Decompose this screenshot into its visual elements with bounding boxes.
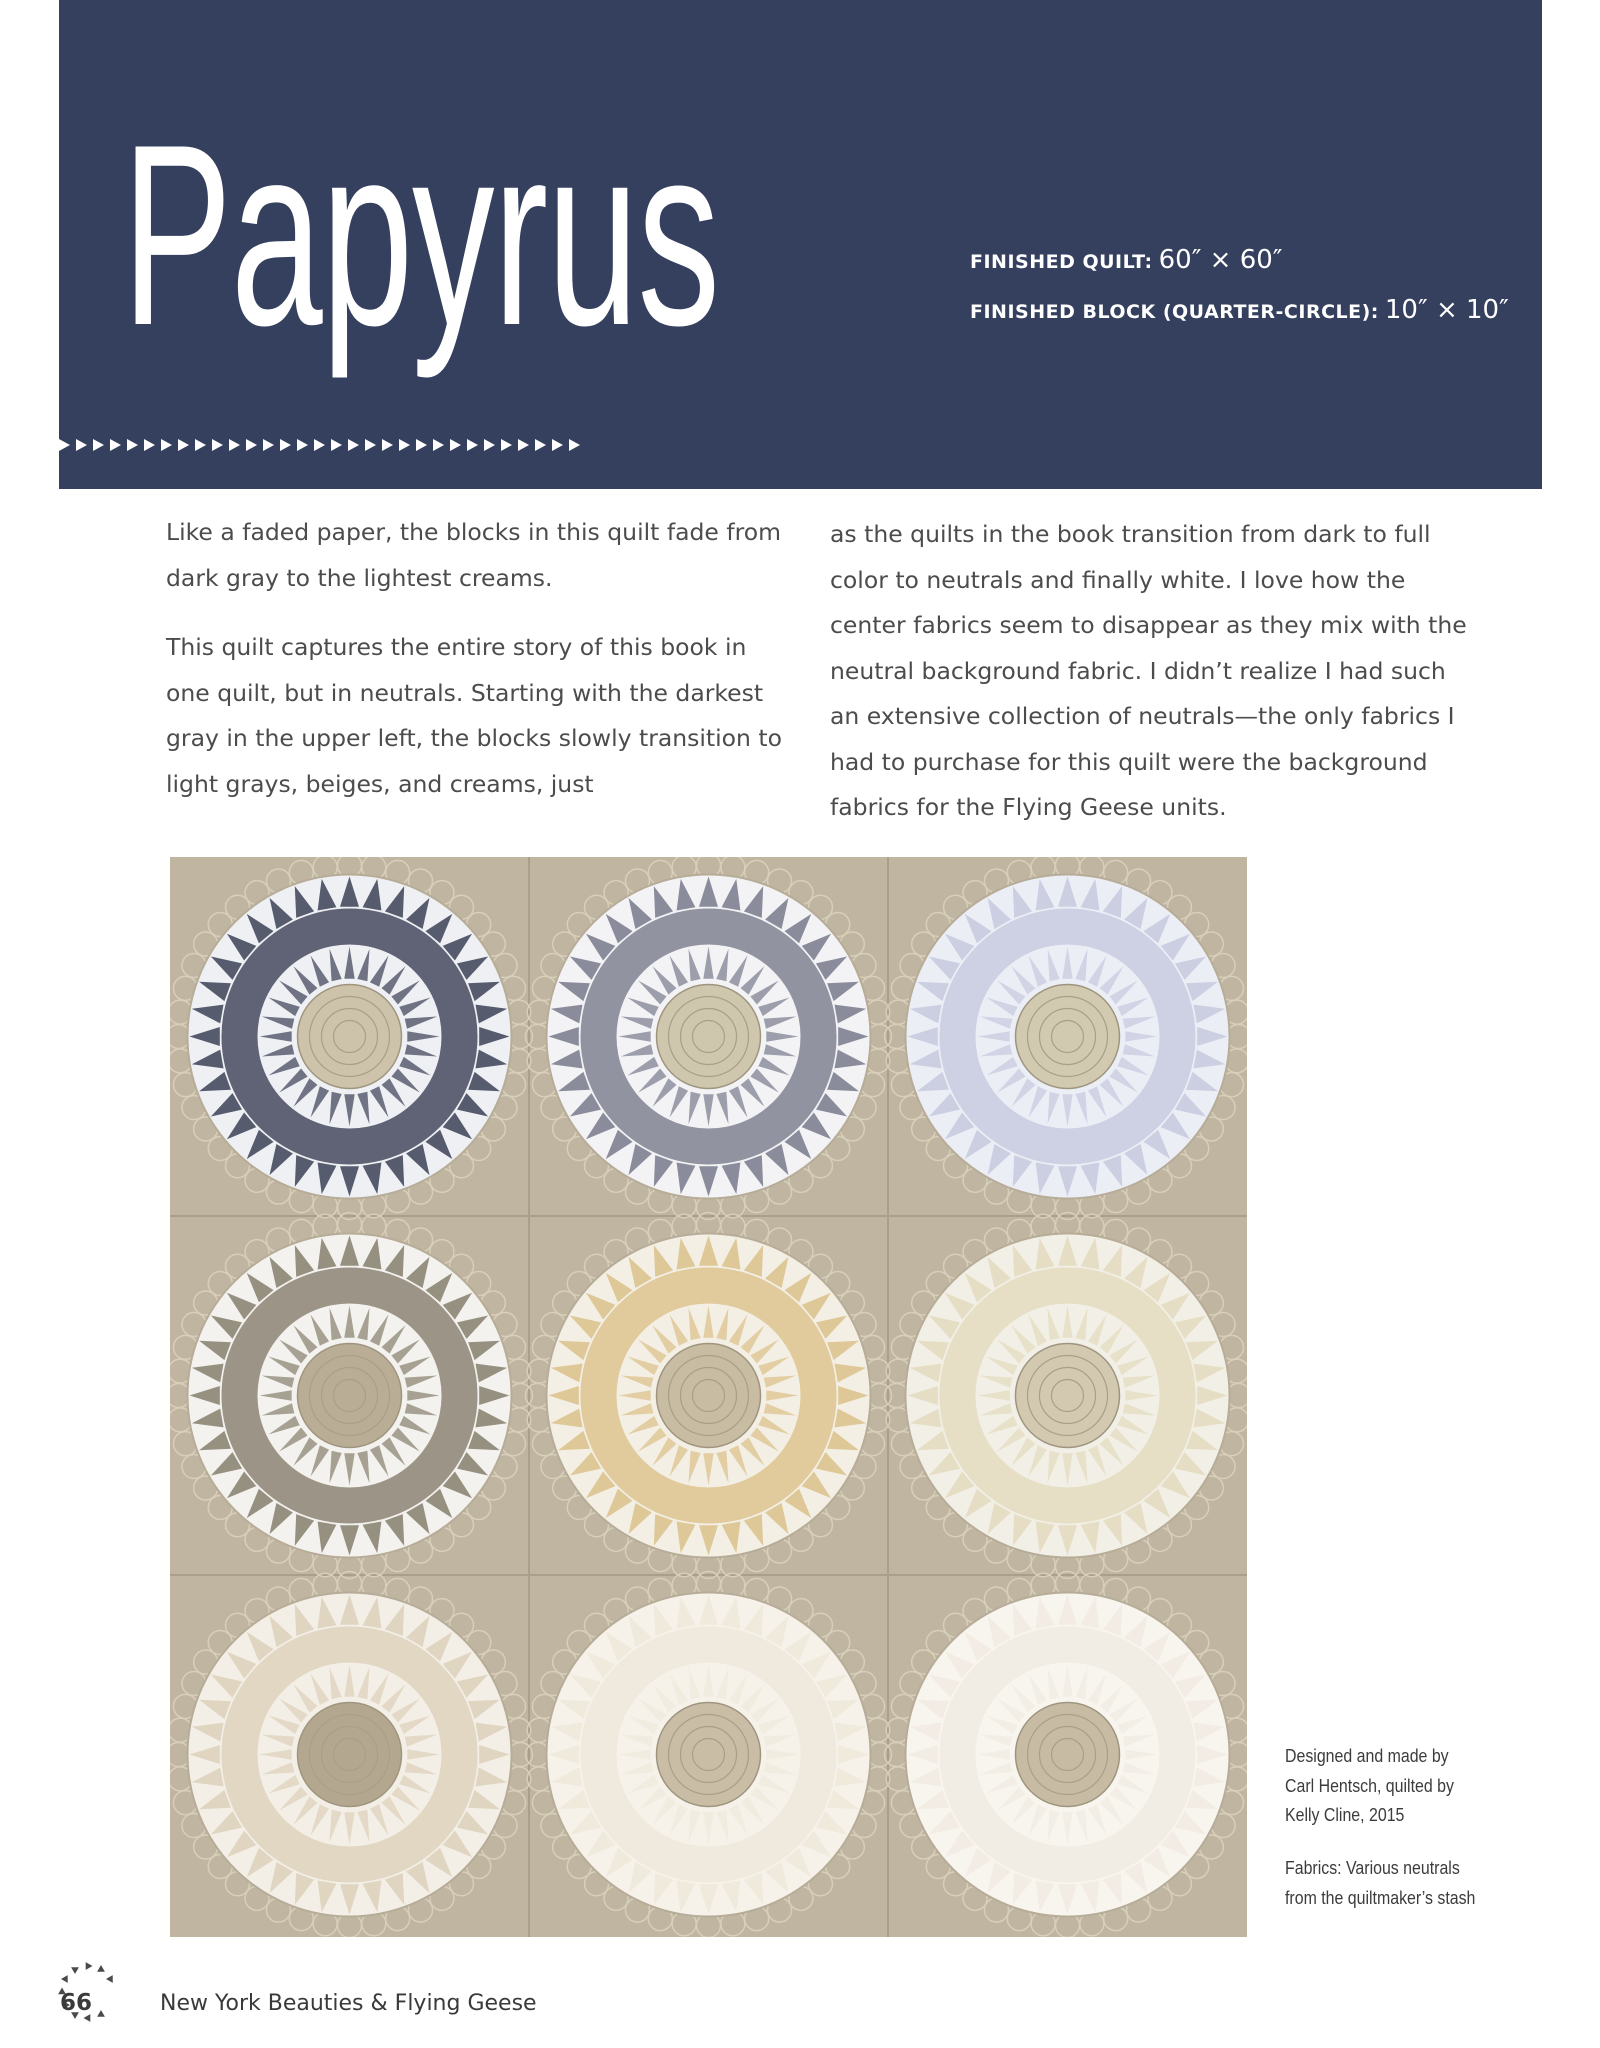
block-center [657, 1703, 761, 1807]
arrow-icon [569, 439, 580, 451]
arrow-icon [535, 439, 546, 451]
running-title: New York Beauties & Flying Geese [160, 1991, 537, 2016]
arrow-icon [178, 439, 189, 451]
arrow-icon [297, 439, 308, 451]
arrow-icon [161, 439, 172, 451]
arrow-icon [280, 439, 291, 451]
block-center [1016, 1703, 1120, 1807]
arrow-icon [467, 439, 478, 451]
page-number: 66 [60, 1990, 93, 2016]
photo-credit: Designed and made by Carl Hentsch, quilted by Kelly Cline, 2015 [1285, 1745, 1454, 1825]
arrow-icon [212, 439, 223, 451]
arrow-icon [365, 439, 376, 451]
block-center [1016, 1344, 1120, 1448]
block-center [1016, 985, 1120, 1089]
arrow-icon [59, 439, 70, 451]
arrow-icon [314, 439, 325, 451]
arrow-icon [348, 439, 359, 451]
goose-triangle-icon [97, 2010, 105, 2017]
arrow-icon [331, 439, 342, 451]
goose-triangle-icon [86, 1962, 93, 1970]
intro-paragraph-3: as the quilts in the book transition from dark to full color to neutrals and finally white. I love how the center fabrics seem to disappear as they mix with the neutral background fabric. I didn’t realize I had such an extensive collection of neutrals—the only fabrics I had to purchase for this quilt were the background fabrics for the Flying Geese units. [830, 520, 1467, 821]
arrow-icon [416, 439, 427, 451]
arrow-icon [195, 439, 206, 451]
arrow-icon [501, 439, 512, 451]
arrow-icon [484, 439, 495, 451]
arrow-icon [246, 439, 257, 451]
title-band [59, 0, 1542, 489]
arrow-icon [518, 439, 529, 451]
arrow-icon [76, 439, 87, 451]
spec-value: 10″ × 10″ [1384, 295, 1509, 325]
fabrics-note: Fabrics: Various neutrals from the quiltmaker’s stash [1285, 1857, 1476, 1908]
arrow-icon [552, 439, 563, 451]
arrow-border-decoration [59, 433, 586, 457]
arrow-icon [450, 439, 461, 451]
block-center [298, 1344, 402, 1448]
quilt-photo [170, 857, 1247, 1937]
spec-value: 60″ × 60″ [1158, 245, 1283, 275]
arrow-icon [110, 439, 121, 451]
intro-paragraph-2: This quilt captures the entire story of this book in one quilt, but in neutrals. Starting with the darkest gray in the upper left, the blocks slowly transition to light grays, beiges, and creams, just [166, 633, 783, 798]
quilt-specs [970, 245, 1509, 345]
arrow-icon [127, 439, 138, 451]
arrow-icon [382, 439, 393, 451]
goose-triangle-icon [61, 1975, 68, 1983]
arrow-icon [263, 439, 274, 451]
goose-triangle-icon [71, 1967, 79, 1974]
arrow-icon [399, 439, 410, 451]
block-center [657, 985, 761, 1089]
block-center [298, 1703, 402, 1807]
spec-label: FINISHED BLOCK (QUARTER-CIRCLE): [970, 301, 1379, 323]
block-center [657, 1344, 761, 1448]
arrow-icon [144, 439, 155, 451]
arrow-icon [93, 439, 104, 451]
intro-paragraph-1: Like a faded paper, the blocks in this quilt fade from dark gray to the lightest creams. [166, 518, 782, 592]
arrow-icon [229, 439, 240, 451]
goose-triangle-icon [106, 1975, 113, 1983]
spec-label: FINISHED QUILT: [970, 251, 1153, 273]
page-title: Papyrus [122, 90, 719, 379]
spec-finished-quilt [970, 245, 1509, 295]
arrow-icon [433, 439, 444, 451]
goose-triangle-icon [97, 1965, 105, 1972]
spec-finished-block [970, 295, 1509, 345]
block-center [298, 985, 402, 1089]
